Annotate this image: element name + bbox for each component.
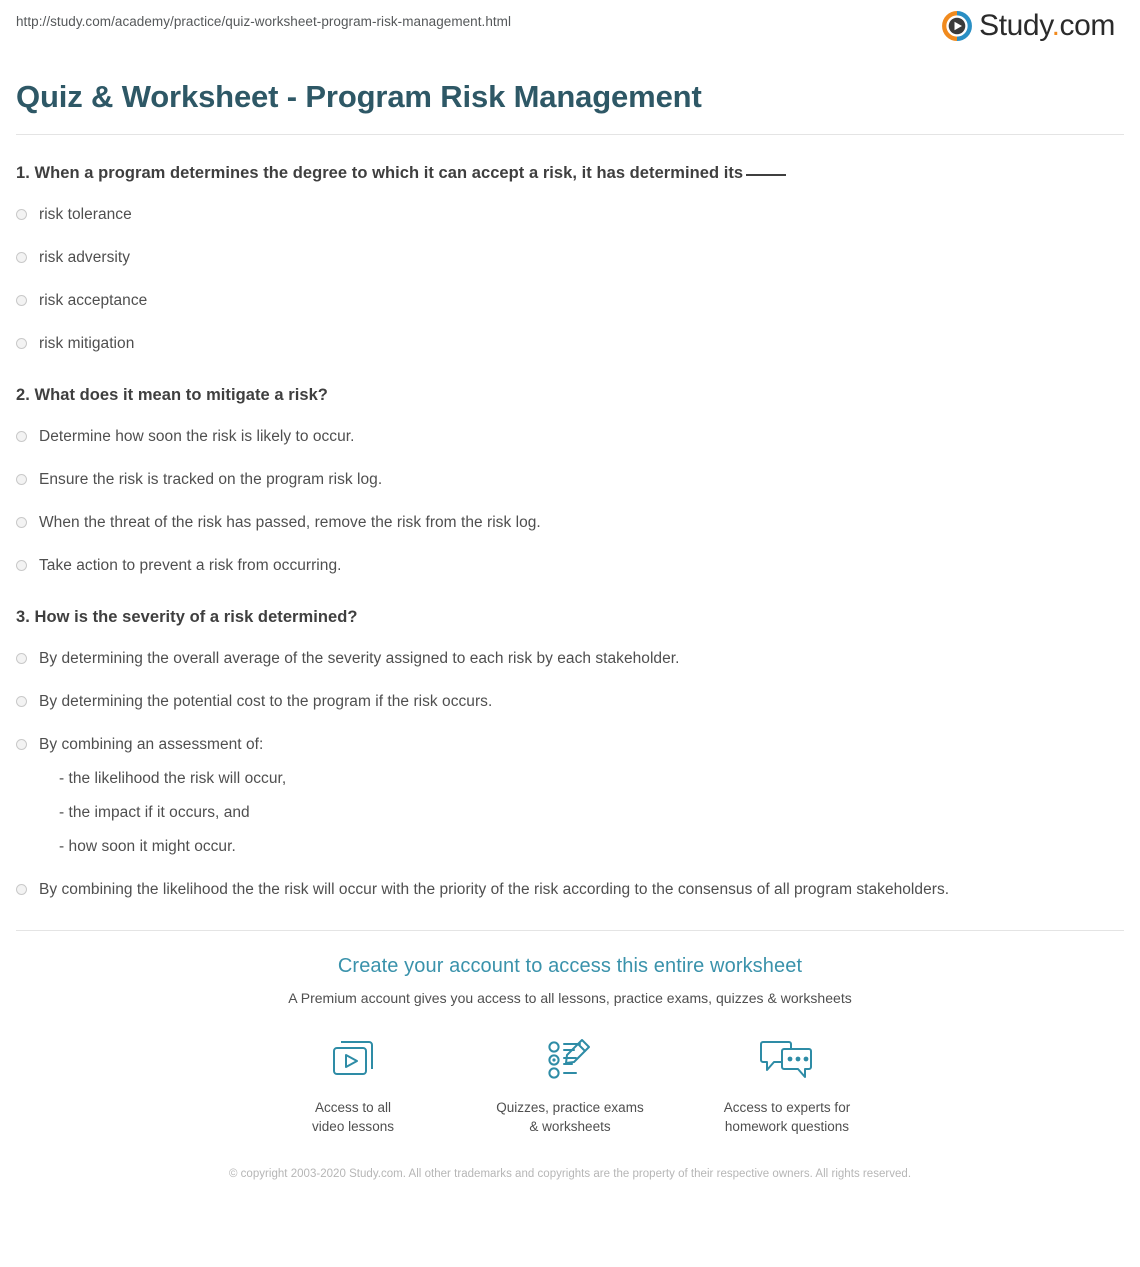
radio-button-icon[interactable]: [16, 295, 27, 306]
option-label: Ensure the risk is tracked on the program risk log.: [39, 471, 383, 488]
option-row[interactable]: [16, 415, 1124, 458]
radio-button-icon[interactable]: [16, 696, 27, 707]
chat-bubbles-icon: [679, 1031, 896, 1089]
logo-word-study: Study: [979, 9, 1052, 42]
cta-heading[interactable]: Create your account to access this entire worksheet: [337, 955, 803, 977]
question-prompt: When a program determines the degree to which it can accept a risk, it has determined its: [34, 164, 744, 182]
study-com-logo[interactable]: [942, 11, 1124, 41]
option-label: Take action to prevent a risk from occurring.: [39, 557, 342, 574]
option-row[interactable]: [16, 680, 1124, 723]
page-url: http://study.com/academy/practice/quiz-worksheet-program-risk-management.html: [16, 14, 512, 29]
question-block: [16, 606, 1124, 911]
cta-subheading: A Premium account gives you access to all lessons, practice exams, quizzes & worksheets: [288, 990, 852, 1006]
feature-label-line1: Access to all: [314, 1100, 392, 1115]
option-row[interactable]: [16, 868, 1124, 911]
option-label: When the threat of the risk has passed, remove the risk from the risk log.: [39, 514, 541, 531]
radio-button-icon[interactable]: [16, 560, 27, 571]
play-circle-icon: [942, 11, 972, 41]
feature-quizzes-worksheets: [462, 1031, 679, 1136]
question-number: 1.: [16, 164, 30, 182]
option-label: risk mitigation: [39, 335, 135, 352]
logo-word-com: com: [1059, 9, 1115, 42]
option-row[interactable]: [16, 279, 1124, 322]
radio-button-icon[interactable]: [16, 884, 27, 895]
feature-label-line2: video lessons: [311, 1119, 395, 1134]
option-row[interactable]: [16, 637, 1124, 680]
option-row[interactable]: [16, 544, 1124, 587]
feature-label-line1: Access to experts for: [723, 1100, 851, 1115]
feature-label: [679, 1098, 896, 1136]
option-sub-line: - how soon it might occur.: [59, 838, 236, 855]
radio-button-icon[interactable]: [16, 338, 27, 349]
options-list: [16, 193, 1124, 365]
option-label: risk adversity: [39, 249, 130, 266]
create-account-cta: [16, 931, 1124, 1183]
options-list: [16, 415, 1124, 587]
option-label: risk acceptance: [39, 292, 148, 309]
radio-button-icon[interactable]: [16, 474, 27, 485]
question-text: [16, 384, 1124, 406]
video-lessons-icon: [245, 1031, 462, 1089]
question-number: 3.: [16, 608, 30, 626]
question-text: [16, 162, 1124, 184]
logo-wordmark: [979, 11, 1115, 41]
radio-button-icon[interactable]: [16, 517, 27, 528]
radio-button-icon[interactable]: [16, 252, 27, 263]
quiz-checklist-pencil-icon: [462, 1031, 679, 1089]
option-sub-line: - the likelihood the risk will occur,: [59, 770, 287, 787]
radio-button-icon[interactable]: [16, 653, 27, 664]
answer-blank: [746, 174, 786, 176]
page-header: [16, 0, 1124, 57]
feature-video-lessons: [245, 1031, 462, 1136]
feature-label-line2: & worksheets: [529, 1119, 611, 1134]
copyright-text: © copyright 2003-2020 Study.com. All other trademarks and copyrights are the property of their respective owners. All rights reserved.: [228, 1168, 912, 1180]
question-number: 2.: [16, 386, 30, 404]
question-block: [16, 162, 1124, 365]
option-label-group: [39, 734, 286, 857]
option-label: By combining the likelihood the the risk will occur with the priority of the risk according to the consensus of all program stakeholders.: [39, 881, 950, 898]
radio-button-icon[interactable]: [16, 209, 27, 220]
option-label: risk tolerance: [39, 206, 132, 223]
option-row[interactable]: [16, 322, 1124, 365]
feature-label-line1: Quizzes, practice exams: [496, 1100, 644, 1115]
feature-expert-help: [679, 1031, 896, 1136]
feature-label: [245, 1098, 462, 1136]
feature-label: [462, 1098, 679, 1136]
option-label: Determine how soon the risk is likely to occur.: [39, 428, 355, 445]
radio-button-icon[interactable]: [16, 431, 27, 442]
option-row[interactable]: [16, 723, 1124, 868]
options-list: [16, 637, 1124, 911]
logo-dot: .: [1051, 9, 1060, 42]
option-label: By combining an assessment of:: [39, 736, 264, 753]
option-label: By determining the overall average of the severity assigned to each risk by each stakeholder.: [39, 650, 680, 667]
option-row[interactable]: [16, 501, 1124, 544]
page-title: Quiz & Worksheet - Program Risk Management: [16, 79, 702, 114]
question-text: [16, 606, 1124, 628]
option-row[interactable]: [16, 458, 1124, 501]
question-prompt: How is the severity of a risk determined?: [34, 608, 358, 626]
question-block: [16, 384, 1124, 587]
feature-label-line2: homework questions: [724, 1119, 850, 1134]
option-row[interactable]: [16, 236, 1124, 279]
question-prompt: What does it mean to mitigate a risk?: [34, 386, 328, 404]
option-sub-line: - the impact if it occurs, and: [59, 804, 250, 821]
option-row[interactable]: [16, 193, 1124, 236]
option-label: By determining the potential cost to the program if the risk occurs.: [39, 693, 493, 710]
radio-button-icon[interactable]: [16, 739, 27, 750]
features-row: [16, 1031, 1124, 1136]
questions-list: [16, 135, 1124, 911]
